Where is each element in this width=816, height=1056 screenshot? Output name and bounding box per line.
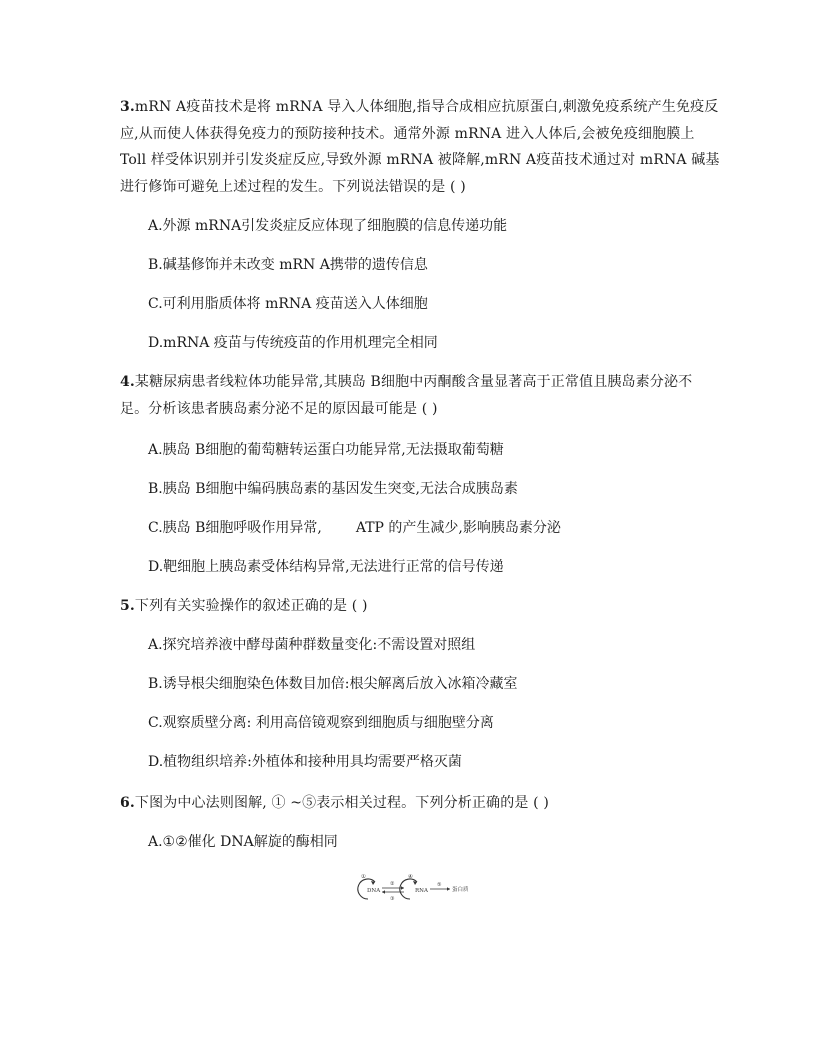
question-5-option-a[interactable]: A.探究培养液中酵母菌种群数量变化:不需设置对照组: [148, 637, 476, 653]
option-c-text-tail: ATP 的产生减少,影响胰岛素分泌: [355, 520, 561, 536]
arrowhead-icon: [382, 890, 385, 894]
stem-line: 下图为中心法则图解, ① ~⑤表示相关过程。下列分析正确的是 ( ): [134, 795, 549, 811]
question-3-option-c[interactable]: C.可利用脂质体将 mRNA 疫苗送入人体细胞: [148, 296, 428, 312]
process-label-4: ④: [408, 874, 413, 880]
question-4-option-c[interactable]: [148, 518, 708, 538]
node-rna: RNA: [415, 888, 428, 894]
stem-line: 某糖尿病患者线粒体功能异常,其胰岛 B细胞中丙酮酸含量显著高于正常值且胰岛素分泌不: [134, 374, 693, 390]
question-6-number: 6.: [120, 795, 135, 811]
central-dogma-diagram: [348, 872, 488, 906]
question-6-option-a[interactable]: A.①②催化 DNA解旋的酶相同: [148, 834, 338, 850]
option-c-text: C.胰岛 B细胞呼吸作用异常,: [148, 520, 322, 536]
node-dna: DNA: [367, 888, 381, 894]
stem-line: Toll 样受体识别并引发炎症反应,导致外源 mRNA 被降解,mRN A疫苗技术通过对 mRNA 碱基: [120, 152, 720, 168]
question-4-stem: [120, 369, 700, 422]
question-3-stem: [120, 94, 720, 200]
question-6-stem: [120, 790, 700, 817]
question-5-option-b[interactable]: B.诱导根尖细胞染色体数目加倍:根尖解离后放入冰箱冷藏室: [148, 676, 518, 692]
question-5-option-d[interactable]: D.植物组织培养:外植体和接种用具均需要严格灭菌: [148, 754, 462, 770]
stem-line: 进行修饰可避免上述过程的发生。下列说法错误的是 ( ): [120, 178, 466, 195]
stem-line: mRN A疫苗技术是将 mRNA 导入人体细胞,指导合成相应抗原蛋白,刺激免疫系统产生免疫反: [134, 99, 719, 115]
stem-line: 足。分析该患者胰岛素分泌不足的原因最可能是 ( ): [120, 400, 438, 417]
stem-line: 下列有关实验操作的叙述正确的是 ( ): [134, 598, 368, 614]
process-label-2: ②: [390, 881, 395, 887]
stem-line: 应,从而使人体获得免疫力的预防接种技术。通常外源 mRNA 进入人体后,会被免疫细胞膜上: [120, 125, 695, 142]
question-3-number: 3.: [120, 99, 135, 115]
process-label-1: ①: [361, 874, 366, 880]
question-4-option-d[interactable]: D.靶细胞上胰岛素受体结构异常,无法进行正常的信号传递: [148, 559, 504, 575]
process-label-5: ⑤: [437, 882, 442, 888]
question-3-option-a[interactable]: A.外源 mRNA引发炎症反应体现了细胞膜的信息传递功能: [148, 218, 508, 234]
question-3-option-b[interactable]: B.碱基修饰并未改变 mRN A携带的遗传信息: [148, 257, 428, 273]
question-5-number: 5.: [120, 598, 135, 614]
question-5-option-c[interactable]: C.观察质壁分离: 利用高倍镜观察到细胞质与细胞壁分离: [148, 715, 494, 731]
question-4-number: 4.: [120, 374, 135, 390]
node-protein: 蛋白质: [452, 887, 469, 893]
arrowhead-icon: [447, 887, 450, 891]
question-4-option-b[interactable]: B.胰岛 B细胞中编码胰岛素的基因发生突变,无法合成胰岛素: [148, 481, 518, 497]
question-4-option-a[interactable]: A.胰岛 B细胞的葡萄糖转运蛋白功能异常,无法摄取葡萄糖: [148, 442, 504, 458]
process-label-3: ③: [390, 896, 395, 902]
question-5-stem: [120, 593, 700, 620]
arrowhead-icon: [401, 886, 404, 890]
question-3-option-d[interactable]: D.mRNA 疫苗与传统疫苗的作用机理完全相同: [148, 335, 438, 351]
